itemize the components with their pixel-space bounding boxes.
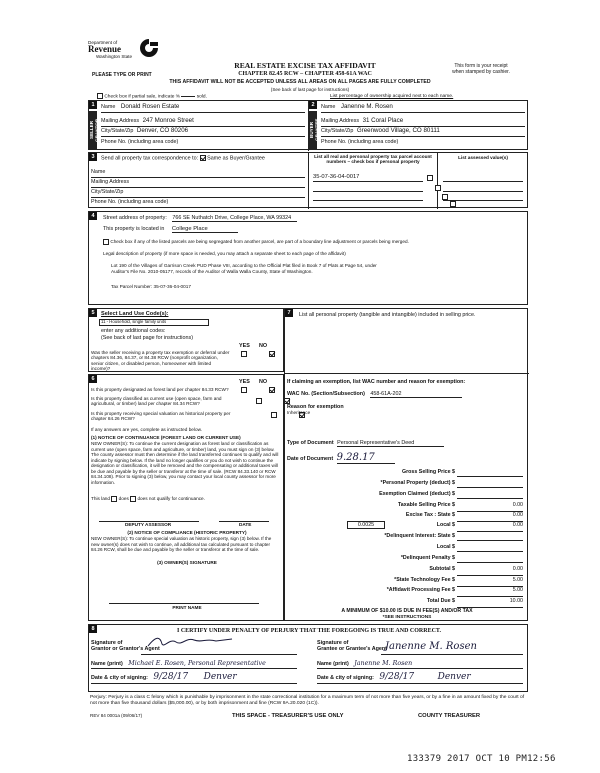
forest-land-question: Is this property designated as forest land per chapter 84.33 RCW? [91, 387, 229, 392]
segregated-label: Check box if any of the listed parcels are being segregated from another parcel, are part of a boundary line adjustment or parcels being merged. [110, 239, 409, 245]
historic-yes-checkbox[interactable] [271, 412, 277, 418]
land-use-see-back: (See back of last page for instructions) [101, 335, 193, 341]
local-tax: 0.00 [512, 522, 523, 528]
historic-question: Is this property receiving special valuation as historical property per chapter 84.26 RCW? [91, 411, 231, 422]
grantee-date-row [317, 672, 523, 684]
personal-property-label: List all personal property (tangible and intangible) included in selling price. [299, 312, 476, 318]
additional-codes-label: enter any additional codes: [101, 328, 166, 334]
located-city[interactable]: College Place [172, 226, 238, 233]
buyer-city-label: City/State/Zip [321, 128, 354, 134]
form-revision: REV 84 0001a (09/06/17) [90, 713, 143, 718]
parcel-number-2[interactable] [313, 184, 423, 192]
forest-no-checkbox[interactable] [269, 387, 275, 393]
gross-price-line [457, 476, 523, 477]
local-tax-label: Local $ [436, 522, 455, 528]
seller-block [89, 101, 309, 151]
corr-name-label: Name [91, 169, 305, 178]
seller-mailing-row [101, 117, 305, 127]
tech-fee-label: *State Technology Fee $ [394, 577, 455, 583]
see-instructions-note: *SEE INSTRUCTIONS [382, 615, 432, 620]
qualify-row [91, 496, 205, 502]
delinquent-local-label: Local $ [436, 544, 455, 550]
buyer-name[interactable]: Janenne M. Rosen [340, 103, 393, 110]
grantee-sig-line [381, 654, 523, 655]
exemption-yes-checkbox[interactable] [241, 351, 247, 357]
does-not-qualify-checkbox[interactable] [130, 496, 136, 502]
please-type: PLEASE TYPE OR PRINT [92, 72, 152, 78]
grantee-sig-label: Signature of [317, 640, 349, 646]
section-3-number: 3 [89, 153, 97, 161]
corr-city-label: City/State/Zip [91, 189, 305, 198]
section-5-number: 5 [89, 309, 97, 317]
buyer-city[interactable]: Greenwood Village, CO 80111 [356, 127, 440, 134]
assessed-value-1[interactable] [443, 174, 523, 182]
this-land-label: This land [91, 496, 111, 502]
forest-yes-checkbox[interactable] [241, 387, 247, 393]
delinquent-penalty-line [457, 562, 523, 563]
buyer-block [309, 101, 529, 151]
send-to-label: Send all property tax correspondence to: [101, 155, 199, 162]
buyer-name-label: Name [321, 104, 336, 110]
notice-continuance-body: NEW OWNER(S): To continue the current designation as forest land or classification as current use (open space, farm and agriculture, or timber) land, you must sign on (3) below. The county assessor must then determine if the land transferred continues to qualify and will indicate by signing below. If the land no longer qualifies or you do not wish to continue the designation or classification, it will be removed and the compensating or additional taxes will be due and payable by the seller or transferor at the time of sale. (RCW 84.33.140 or RCW 84.34.108). Prior to signing (3) below, you may contact your local county assessor for more information. [91, 441, 279, 485]
tech-fee: 5.00 [512, 577, 523, 583]
same-as-buyer-label: Same as Buyer/Grantee [207, 155, 265, 162]
grantee-name-label: Name (print) [317, 661, 349, 667]
notice-compliance-title: (2) NOTICE OF COMPLIANCE (HISTORIC PROPERTY) [127, 530, 247, 535]
buyer-phone-label: Phone No. (including area code) [321, 139, 399, 145]
assessed-value-2[interactable] [443, 184, 523, 192]
land-use-yes-header: YES [239, 343, 250, 349]
document-type[interactable]: Personal Representative's Deed [337, 440, 444, 447]
seller-city-label: City/State/Zip [101, 128, 134, 134]
delinquent-local-line [457, 551, 523, 552]
local-line [457, 531, 523, 532]
ownership-note: List percentage of ownership acquired next to each name. [330, 94, 454, 99]
exemption-no-checkbox[interactable] [269, 351, 275, 357]
street-label: Street address of property: [103, 215, 167, 221]
grantee-name-row [317, 660, 523, 669]
designation-yes-header: YES [239, 379, 250, 385]
affidavit-fee-label: *Affidavit Processing Fee $ [386, 587, 455, 593]
grantor-sig-label: Signature of [91, 640, 123, 646]
dor-logo-icon [138, 38, 160, 58]
tax-section [284, 308, 528, 621]
doc-type-label: Type of Document [287, 440, 334, 446]
located-row [103, 226, 238, 233]
parcel-1-personal-checkbox[interactable] [427, 175, 433, 181]
parcel-header: List all real and personal property tax parcel account numbers – check box if personal property [314, 154, 432, 165]
parcel-divider [437, 153, 438, 209]
same-as-buyer-checkbox[interactable] [200, 155, 206, 161]
land-use-no-header: NO [259, 343, 268, 349]
tech-fee-line [457, 586, 523, 587]
parcel-2-personal-checkbox[interactable] [435, 185, 441, 191]
send-to-row [101, 155, 265, 162]
excise-state-label: Excise Tax : State $ [405, 512, 455, 518]
grantor-city[interactable]: Denver [203, 672, 237, 682]
grantor-name-label: Name (print) [91, 661, 123, 667]
affidavit-fee: 5.00 [512, 587, 523, 593]
deputy-date-label: DATE [239, 522, 252, 527]
section-8-number: 8 [89, 625, 97, 633]
partial-sale-label: Check box if partial sale, indicate % [104, 94, 181, 100]
excise-state: 0.00 [512, 512, 523, 518]
total-due: 10.00 [509, 598, 523, 604]
exemption-deduct-line [457, 498, 523, 499]
minimum-due-note: A MINIMUM OF $10.00 IS DUE IN FEE(S) AND/OR TAX [341, 608, 473, 614]
section-1-number: 1 [89, 101, 97, 109]
certification-statement: I CERTIFY UNDER PENALTY OF PERJURY THAT THE FOREGOING IS TRUE AND CORRECT. [176, 628, 441, 634]
parcel-list [309, 153, 529, 209]
receipt-note-1: This form is your receipt [454, 63, 508, 69]
buyer-mailing[interactable]: 31 Coral Place [362, 117, 404, 124]
assessed-value-3[interactable] [443, 193, 523, 201]
seller-city-row [101, 127, 305, 137]
buyer-mailing-label: Mailing Address [321, 118, 360, 124]
wac-number[interactable]: 458-61A-202 [370, 391, 461, 398]
section-2-number: 2 [309, 101, 317, 109]
taxable-price: 0.00 [512, 502, 523, 508]
perjury-notice: Perjury: Perjury is a class C felony which is punishable by imprisonment in the state correctional institution for a maximum term of not more than five years, or by a fine in an amount fixed by the court of not more than five thousand dollars ($5,000.00), or by both imprisonment and fine (RCW 9A.20.020 (1C)). [90, 695, 525, 707]
form-subtitle: CHAPTER 82.45 RCW – CHAPTER 458-61A WAC [238, 71, 372, 77]
subtotal: 0.00 [512, 566, 523, 572]
delinquent-state-line [457, 540, 523, 541]
grantor-name[interactable]: Michael E. Rosen, Personal Representative [128, 660, 266, 667]
land-use-section [88, 308, 284, 372]
section-4-number: 4 [89, 212, 97, 220]
subtotal-label: Subtotal $ [429, 566, 455, 572]
parcel-number-1[interactable]: 35-07-36-04-0017 [313, 174, 423, 182]
buyer-city-row [321, 127, 525, 137]
legal-description-2: Auditor's File No. 2010-05177, records of the Auditor of Walla Walla County, State of Washington. [111, 269, 313, 274]
buyer-mailing-row [321, 117, 525, 127]
exemption-reason[interactable]: Inheritance [287, 410, 311, 416]
affidavit-fee-line [457, 596, 523, 597]
land-use-label: Select Land Use Code(s): [101, 311, 169, 317]
dept-line2: Revenue [88, 44, 121, 55]
certification-section [88, 624, 528, 692]
buyer-name-row [321, 103, 525, 113]
correspondence-left [89, 153, 309, 209]
exemption-claim-label: If claiming an exemption, list WAC number and reason for exemption: [287, 379, 466, 385]
seller-city[interactable]: Denver, CO 80206 [136, 127, 189, 134]
grantee-signature[interactable]: Janenne M. Rosen [385, 641, 477, 652]
seller-name-label: Name [101, 104, 116, 110]
doc-date-label: Date of Document [287, 456, 334, 462]
seller-mailing-label: Mailing Address [101, 118, 140, 124]
current-use-question: Is this property classified as current use (open space, farm and agricultural, or timber) land per chapter 84.34 RCW? [91, 396, 222, 407]
subtotal-line [457, 575, 523, 576]
designation-section [88, 374, 284, 621]
notice-continuance-title: (1) NOTICE OF CONTINUANCE (FOREST LAND OR CURRENT USE) [91, 435, 241, 440]
partial-sale-checkbox[interactable] [97, 93, 103, 99]
grantor-agent-label: Grantor or Grantor's Agent [91, 646, 160, 653]
grantor-signature-block [91, 640, 301, 692]
street-row [103, 215, 297, 221]
receipt-note-2: when stamped by cashier. [452, 68, 510, 75]
document-date[interactable]: 9.28.17 [337, 452, 395, 464]
land-use-select[interactable]: 11 - Household, single family units [99, 319, 209, 326]
form-title: REAL ESTATE EXCISE TAX AFFIDAVIT [234, 61, 376, 70]
personal-deduct-line [457, 487, 523, 488]
seller-name[interactable]: Donald Rosen Estate [120, 103, 180, 110]
property-section [88, 211, 528, 305]
correspondence-section [88, 152, 528, 208]
does-qualify-checkbox[interactable] [111, 496, 117, 502]
parcel-number-4[interactable] [313, 201, 423, 208]
current-use-yes-checkbox[interactable] [256, 398, 262, 404]
grantee-date[interactable]: 9/28/17 [379, 672, 415, 682]
does-not-label: does not qualify for continuance. [137, 496, 205, 502]
exemption-deduct-label: Exemption Claimed (deduct) $ [379, 491, 455, 497]
grantor-sig-line [141, 654, 297, 655]
see-back: (See back of last page for instructions) [270, 87, 350, 92]
sold-label: sold. [196, 94, 207, 100]
delinquent-state-label: *Delinquent Interest: State $ [384, 533, 455, 539]
legal-description-1: Lot 190 of the Villages of Garrison Creek PUD Phase VIII, according to the Official Plat filed in Book 7 of Plats at Page 54, under [111, 263, 377, 268]
local-rate[interactable]: 0.0025 [347, 521, 385, 529]
designation-no-header: NO [259, 379, 268, 385]
does-label: does [118, 496, 129, 502]
notice-compliance-body: NEW OWNER(S): To continue special valuation as historic property, sign (3) below. If the new owner(s) does not wish to continue, all additional tax calculated pursuant to chapter 84.26 RCW, shall be due and payable by the seller or transferor at the time of sale. [91, 536, 272, 552]
seller-name-row [101, 103, 305, 113]
street-address[interactable]: 766 SE Nuthatch Drive, College Place, WA 99324 [172, 215, 297, 222]
grantor-date-row [91, 672, 297, 684]
wac-label: WAC No. (Section/Subsection) [287, 391, 365, 397]
partial-sale-row [97, 93, 207, 100]
print-name-label: PRINT NAME [172, 605, 202, 610]
reason-row [287, 404, 344, 416]
doc-date-row [287, 452, 395, 464]
seller-phone-row [101, 139, 305, 149]
taxable-price-label: Taxable Selling Price $ [397, 502, 455, 508]
grantee-city[interactable]: Denver [437, 672, 471, 682]
excise-line [457, 521, 523, 522]
owner-signature-label: (3) OWNER(S) SIGNATURE [157, 560, 217, 565]
buyer-phone-row [321, 139, 525, 149]
treasurer-space-label: THIS SPACE - TREASURER'S USE ONLY [232, 713, 344, 719]
deputy-assessor-label: DEPUTY ASSESSOR [125, 522, 172, 527]
total-due-label: Total Due $ [426, 598, 455, 604]
receipt-note [436, 64, 526, 76]
taxable-line [457, 511, 523, 512]
buyer-vertical-label: BUYER GRANTEE [309, 111, 317, 149]
corr-mailing-label: Mailing Address [91, 179, 305, 188]
seller-mailing[interactable]: 247 Monroe Street [142, 117, 194, 124]
grantor-name-row [91, 660, 297, 669]
exemption-question: Was the seller receiving a property tax exemption or deferral under chapters 84.36, 84.37, or 84.38 RCW (nonprofit organization, senior citizen, or disabled person, homeowner with limited income)? [91, 350, 230, 372]
segregated-checkbox[interactable] [103, 239, 109, 245]
seller-phone-label: Phone No. (including area code) [101, 139, 179, 145]
grantee-name[interactable]: Janenne M. Rosen [354, 660, 413, 667]
tax-calculation [345, 469, 525, 609]
parties-section [88, 100, 528, 150]
dor-logo [88, 40, 178, 60]
tax-parcel-number: Tax Parcel Number: 35-07-36-04-0017 [111, 284, 191, 289]
assessed-value-4[interactable] [443, 201, 523, 208]
grantor-date[interactable]: 9/28/17 [153, 672, 189, 682]
located-label: This property is located in [103, 226, 165, 232]
grantor-date-label: Date & city of signing: [91, 675, 148, 681]
recording-stamp: 133379 2017 OCT 10 PM12:56 [407, 754, 556, 764]
wac-row [287, 391, 462, 397]
print-name-line [109, 603, 259, 604]
designation-instructions: If any answers are yes, complete as instructed below. [91, 427, 202, 432]
segregated-row [103, 239, 409, 245]
county-treasurer-label: COUNTY TREASURER [418, 713, 481, 719]
dept-line1: Department of [88, 40, 118, 45]
parcel-number-3[interactable] [313, 193, 423, 201]
delinquent-penalty-label: *Delinquent Penalty $ [400, 555, 455, 561]
corr-phone-label: Phone No. (including area code) [91, 199, 169, 205]
gross-price-label: Gross Selling Price $ [402, 469, 455, 475]
assessed-header: List assessed value(s) [458, 155, 508, 160]
dept-line3: Washington State [96, 54, 133, 60]
reason-label: Reason for exemption [287, 404, 344, 410]
grantor-signature-icon[interactable] [146, 634, 236, 650]
grantee-signature-block [317, 640, 527, 692]
doc-type-row [287, 440, 444, 446]
seller-vertical-label: SELLER GRANTOR [89, 111, 97, 149]
section-6-number: 6 [89, 375, 97, 383]
warning: THIS AFFIDAVIT WILL NOT BE ACCEPTED UNLESS ALL AREAS ON ALL PAGES ARE FULLY COMPLETED [169, 79, 431, 85]
grantee-date-label: Date & city of signing: [317, 675, 374, 681]
legal-label: Legal description of property (if more space is needed, you may attach a separate sheet to each page of the affidavit) [103, 251, 346, 256]
section-7-number: 7 [285, 309, 293, 317]
tax-divider [285, 373, 529, 374]
personal-deduct-label: *Personal Property (deduct) $ [380, 480, 455, 486]
grantee-agent-label: Grantee or Grantee's Agent [317, 646, 387, 653]
